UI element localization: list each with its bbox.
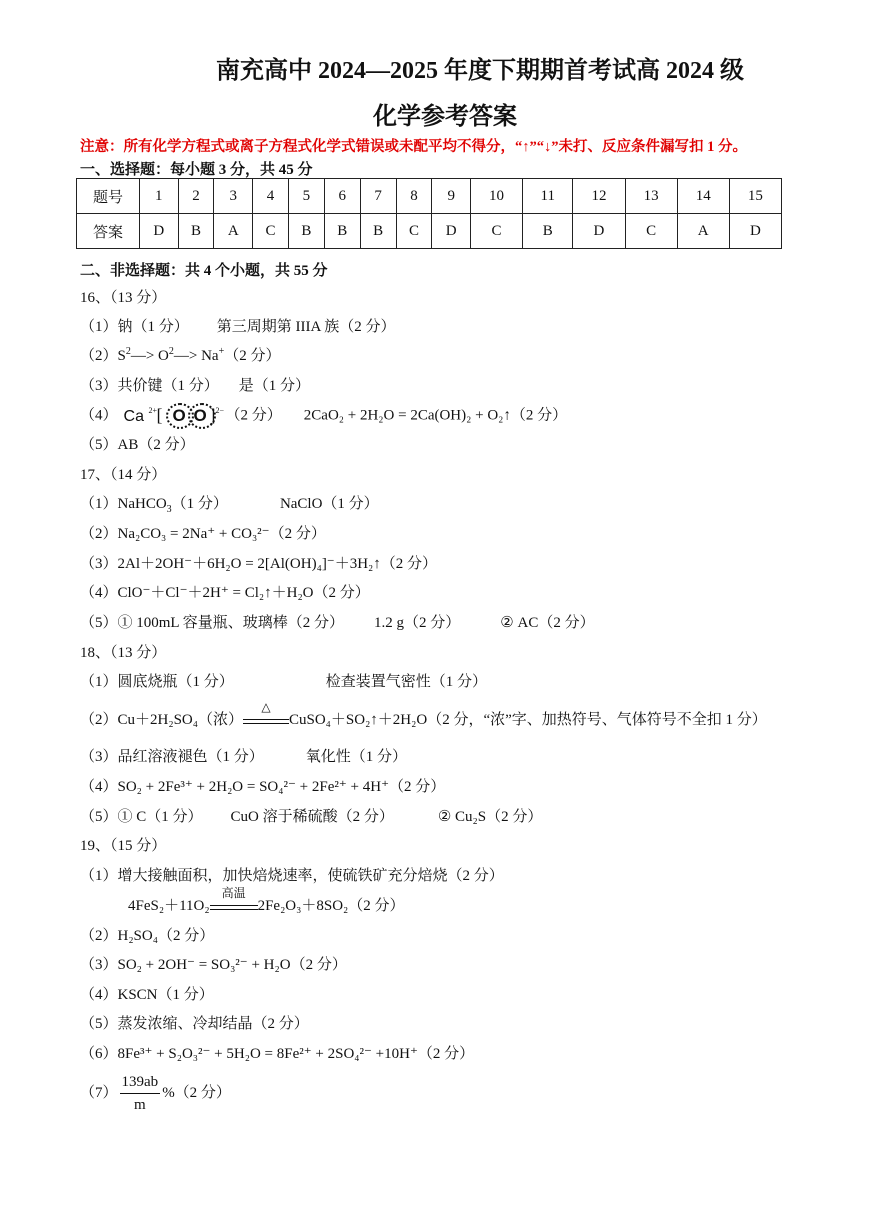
q19-answer-6: （6）8Fe³⁺ + S₂O₃²⁻ + 5H₂O = 8Fe²⁺ + 2SO₄²⁻ +10H⁺（2 分） [80,1046,475,1062]
q18-answer-5: （5）① C（1 分） CuO 溶于稀硫酸（2 分） ② Cu₂S（2 分） [80,809,543,825]
table-cell: D [140,214,179,249]
q18-answer-2: （2）Cu＋2H₂SO₄（浓） △ CuSO₄＋SO₂↑＋2H₂O（2 分，“浓”字、加热符号、气体符号不全扣 1 分） [80,700,767,728]
table-cell: B [360,214,396,249]
answer-table [76,178,782,249]
q16-answer-3: （3）共价键（1 分） 是（1 分） [80,378,311,394]
heating-condition-symbol: △ [243,711,289,724]
table-cell: 2 [178,179,214,214]
q17-heading: 17、（14 分） [80,467,167,483]
q18-answer-1: （1）圆底烧瓶（1 分） 检查装置气密性（1 分） [80,674,488,690]
q19-heading: 19、（15 分） [80,838,167,854]
table-row-numbers [77,179,782,214]
table-cell: D [573,214,625,249]
table-header-cell: 答案 [77,214,140,249]
q18-answer-3: （3）品红溶液褪色（1 分） 氧化性（1 分） [80,749,408,765]
q17-answer-2: （2）Na₂CO₃ = 2Na⁺ + CO₃²⁻（2 分） [80,526,326,542]
section-multiple-choice-heading: 一、选择题：每小题 3 分，共 45 分 [80,162,313,178]
purity-fraction: $\frac{139ab}{m}$ [121,1074,159,1113]
table-cell: 14 [677,179,729,214]
q19-answer-1: （1）增大接触面积，加快焙烧速率，使硫铁矿充分焙烧（2 分） [80,868,504,884]
table-cell: A [214,214,253,249]
table-cell: 10 [470,179,522,214]
calcium-peroxide-electron-diagram: Ca 2+ [ O O ] 2− [124,405,220,427]
high-temperature-condition: 高温 [210,897,258,910]
q17-answer-3: （3）2Al＋2OH⁻＋6H₂O = 2[Al(OH)₄]⁻＋3H₂↑（2 分） [80,556,438,572]
q16-heading: 16、（13 分） [80,290,167,306]
table-cell: 11 [523,179,573,214]
q19-answer-1-equation: 4FeS₂＋11O₂ 高温 2Fe₂O₃＋8SO₂（2 分） [128,886,405,914]
page-subtitle: 化学参考答案 [373,104,517,130]
table-cell: 5 [288,179,324,214]
table-cell: C [253,214,289,249]
page-title: 南充高中 2024—2025 年度下期期首考试高 2024 级 [216,58,744,84]
table-cell: A [677,214,729,249]
q18-heading: 18、（13 分） [80,645,167,661]
q19-answer-4: （4）KSCN（1 分） [80,987,214,1003]
q17-answer-5: （5）① 100mL 容量瓶、玻璃棒（2 分） 1.2 g（2 分） ② AC（2 分） [80,615,595,631]
q19-answer-7: （7） $\frac{139ab}{m}$ %（2 分） [80,1074,231,1113]
q16-answer-1: （1）钠（1 分） 第三周期第 IIIA 族（2 分） [80,319,396,335]
q16-answer-2: $(2)S^2—>$ $O^2—> Na^+(2$ 分） [80,346,281,364]
q18-answer-4: （4）SO₂ + 2Fe³⁺ + 2H₂O = SO₄²⁻ + 2Fe²⁺ + 4H⁺（2 分） [80,779,446,795]
table-cell: 3 [214,179,253,214]
grading-note: 注意：所有化学方程式或离子方程式化学式错误或未配平均不得分，“↑”“↓”未打、反应条件漏写扣 1 分。 [80,139,747,155]
q19-answer-5: （5）蒸发浓缩、冷却结晶（2 分） [80,1016,309,1032]
table-cell: B [324,214,360,249]
table-cell: 9 [432,179,471,214]
q19-answer-3: （3）SO₂ + 2OH⁻ = SO₃²⁻ + H₂O（2 分） [80,957,347,973]
table-cell: B [288,214,324,249]
table-cell: C [625,214,677,249]
q16-answer-5: （5）AB（2 分） [80,437,195,453]
table-cell: 13 [625,179,677,214]
table-header-cell: 题号 [77,179,140,214]
table-cell: C [396,214,432,249]
q17-answer-4: （4）ClO⁻＋Cl⁻＋2H⁺ = Cl₂↑＋H₂O（2 分） [80,585,370,601]
q16-answer-4: （4） Ca 2+ [ O O ] 2− （2 分） 2CaO₂ + 2H₂O = 2Ca(OH)₂ + O₂↑（2 分） [80,405,567,427]
table-cell: 15 [729,179,781,214]
table-cell: D [432,214,471,249]
table-row-answers [77,214,782,249]
table-cell: 1 [140,179,179,214]
table-cell: 7 [360,179,396,214]
table-cell: C [470,214,522,249]
section-free-response-heading: 二、非选择题：共 4 个小题，共 55 分 [80,263,328,279]
table-cell: 6 [324,179,360,214]
table-cell: D [729,214,781,249]
table-cell: 12 [573,179,625,214]
table-cell: 8 [396,179,432,214]
table-cell: B [178,214,214,249]
q17-answer-1: （1）NaHCO$_3$（1 分） NaClO（1 分） [80,496,379,515]
table-cell: B [523,214,573,249]
q19-answer-2: （2）H₂SO₄（2 分） [80,928,215,944]
table-cell: 4 [253,179,289,214]
